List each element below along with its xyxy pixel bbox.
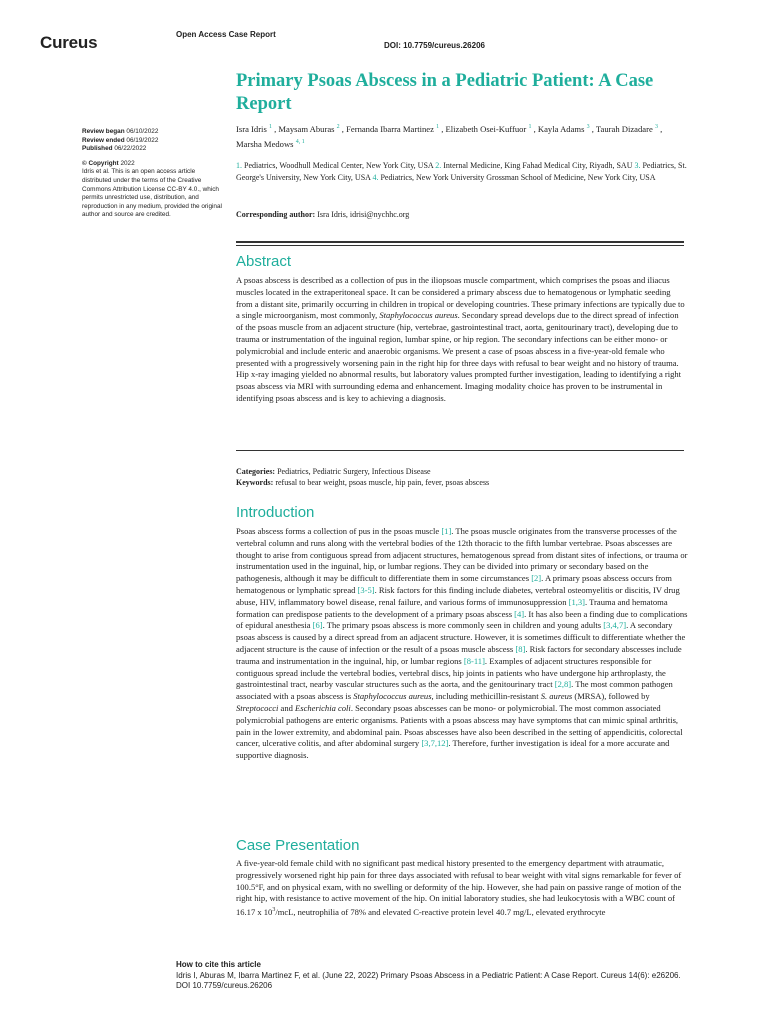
citation-footer <box>176 960 736 992</box>
text-run: , including methicillin-resistant <box>431 691 541 702</box>
doi-label: DOI: <box>384 41 401 50</box>
keywords-label: Keywords: <box>236 478 274 487</box>
corr-text[interactable]: Isra Idris, idrisi@nychhc.org <box>317 210 410 219</box>
text-run: . The psoas muscle originates from the transverse processes of the vertebral column and runs along with the vertebral bodies of the 12th thoracic to the fifth lumbar vertebrae. Psoas abscesses are thought to arise from contiguous spread from adjacent structures, hematogenous spread from distant sites of infections, or trauma or instrumentation used in the inguinal, hip, or lumbar regions. They can be divided into primary or secondary based on the pathogenesis, although it may be difficult to differentiate them in some circumstances <box>236 526 688 584</box>
text-run: . Therefore, further investigation is ideal for a more accurate and supportive diagnosis. <box>236 738 670 761</box>
text-run: . The most common pathogen associated with a psoas abscess is <box>236 679 673 702</box>
citation-link[interactable]: [8-11] <box>463 655 485 666</box>
citation-link[interactable]: [2] <box>531 573 542 584</box>
author[interactable]: Isra Idris <box>236 123 267 134</box>
citation-link[interactable]: [3-5] <box>357 584 375 595</box>
divider <box>236 245 684 246</box>
doi-value[interactable]: 10.7759/cureus.26206 <box>403 41 485 50</box>
author-affil-sup: 3 <box>654 124 658 130</box>
copyright-label: © Copyright <box>82 159 119 167</box>
author-affil-sup: 1 <box>436 124 440 130</box>
review-began-label: Review began <box>82 128 125 135</box>
text-run: . Trauma and hematoma formation can predispose patients to the development of a primary psoas abscess <box>236 596 668 619</box>
italic-term: Staphylococcus aureus <box>379 310 458 321</box>
text-run: . The primary psoas abscess is more commonly seen in children and young adults <box>322 620 604 631</box>
text-run: . Risk factors for this finding include diabetes, vertebral osteomyelitis or discitis, IV drug abuse, HIV, inflammatory bowel disease, renal failure, and various forms of immunosuppression <box>236 584 680 607</box>
affil-text: Pediatrics, New York University Grossman School of Medicine, New York City, USA <box>380 172 656 182</box>
citation-link[interactable]: [4] <box>514 608 525 619</box>
text-run: A psoas abscess is described as a collection of pus in the iliopsoas muscle compartment, which comprises the psoas and iliacus muscles located in the extraperitoneal space. It can be considered a primary abscess due to hematogenous or lymphatic seeding from a distant site, primarily occurring in children in tropical or developing countries. These primary infections are typically due to a single microorganism, most commonly, <box>236 275 685 321</box>
author[interactable]: Maysam Aburas <box>278 123 335 134</box>
introduction-heading: Introduction <box>236 504 315 521</box>
citation-link[interactable]: [1] <box>441 526 452 536</box>
author[interactable]: Fernanda Ibarra Martinez <box>346 123 434 134</box>
affil-num: 1. <box>236 161 242 170</box>
article-title: Primary Psoas Abscess in a Pediatric Patient: A Case Report <box>236 71 654 114</box>
author[interactable]: Marsha Medows <box>236 138 294 149</box>
published-label: Published <box>82 145 113 153</box>
citation-link[interactable]: [8] <box>515 643 526 654</box>
author-affil-sup: 2 <box>336 124 340 130</box>
published-date: 06/22/2022 <box>114 145 147 153</box>
text-run: . Secondary spread develops due to the direct spread of infection of the psoas muscle from an adjacent structure (hip, vertebrae, gastrointestinal tract, aorta, genitourinary tract), developing due to trauma or instrumentation of the inguinal region, lumbar spine, or hip region. The secondary infections can be either mono- or polymicrobial and include enteric and anaerobic organisms. We present a case of psoas abscess in a five-year-old female who presented with a progressively worsening pain in the right hip for three days with refusal to bear weight and no history of trauma. Hip x-ray imaging yielded no abnormal results, but laboratory values prompted further investigation, leading to identifying a right psoas abscess via MRI with surrounding edema and enhancement. Imaging modality choice has proven to be instrumental in identifying psoas abscess and is key to achieving a diagnosis. <box>236 310 682 403</box>
author-affil-sup: 1 <box>268 124 272 130</box>
text-run: . It has also been a finding due to complications of epidural anesthesia <box>236 608 688 631</box>
review-ended-label: Review ended <box>82 136 125 144</box>
italic-term: Staphylococcus aureus <box>353 691 432 702</box>
affil-text: Pediatrics, St. George's University, New York City, USA <box>236 161 687 182</box>
categories-text: Pediatrics, Pediatric Surgery, Infectious Disease <box>277 467 431 476</box>
corr-label: Corresponding author: <box>236 210 316 219</box>
article-type: Open Access Case Report <box>176 30 276 39</box>
text-run: /mcL, neutrophilia of 78% and elevated C-reactive protein level 40.7 mg/L, elevated erythrocyte <box>275 907 606 918</box>
citation-link[interactable]: [2,8] <box>554 679 572 690</box>
text-run: . Secondary psoas abscesses can be mono- or polymicrobial. The most common associated polymicrobial pathogens are enteric organisms. Patients with a psoas abscess may have symptoms that can mimic spinal arthritis, pain in the lower extremity, and abdominal pain. Psoas abscesses have also been described in the setting of appendicitis, colorectal cancer, ulcerative colitis, and after abdominal surgery <box>236 702 683 749</box>
case-presentation-text <box>236 858 686 919</box>
license-text: Idris et al. This is an open access article distributed under the terms of the Creative Commons Attribution License CC-BY 4.0., which permits unrestricted use, distribution, and reproduction in any medium, provided the original author and source are credited. <box>82 168 222 219</box>
author[interactable]: Elizabeth Osei-Kuffuor <box>445 123 527 134</box>
author[interactable]: Taurah Dizadare <box>595 123 653 134</box>
categories-label: Categories: <box>236 467 276 476</box>
review-began-date: 06/10/2022 <box>126 128 159 135</box>
affiliations <box>236 160 692 183</box>
affil-num: 2. <box>435 161 442 170</box>
cureus-logo: Cureus <box>40 33 98 52</box>
keywords-text: refusal to bear weight, psoas muscle, hip pain, fever, psoas abscess <box>275 478 490 487</box>
superscript: 3 <box>272 907 276 914</box>
text-run: (MRSA), followed by <box>572 691 650 702</box>
citation-link[interactable]: [1,3] <box>568 596 586 607</box>
italic-term: Streptococci <box>236 702 279 713</box>
author-affil-sup: 4, 1 <box>295 138 305 145</box>
affil-num: 4. <box>372 172 379 182</box>
text-run: Psoas abscess forms a collection of pus in the psoas muscle <box>236 526 442 536</box>
author[interactable]: Kayla Adams <box>537 123 585 134</box>
abstract-heading: Abstract <box>236 253 292 270</box>
text-run: and <box>278 702 296 713</box>
affil-text: Pediatrics, Woodhull Medical Center, New York City, USA <box>244 161 434 170</box>
citation-link[interactable]: [3,4,7] <box>603 620 627 631</box>
author-affil-sup: 1 <box>528 124 532 130</box>
text-run: . Examples of adjacent structures responsible for contiguous spread include the vertebral bodies, vertebral discs, hip joints in patients who have undergone hip arthroplasty, the gastrointestinal tract, nearby vascular structures such as the aorta, and the genitourinary tract <box>236 655 666 690</box>
header-doi <box>384 41 485 50</box>
categories-keywords <box>236 466 686 488</box>
text-run: A five-year-old female child with no significant past medical history presented to the emergency department with atraumatic, progressively worsened right hip pain for three days associated with refusal to bear weight with vital signs remarkable for fever of 100.5°F, and on physical exam, with no swelling or deformity of the hip. However, she had pain on passive range of motion of the right hip, with resistance to active movement of the hip. On initial laboratory studies, she had leukocytosis with a WBC count of 16.17 x 10 <box>236 858 682 918</box>
text-run: . A secondary psoas abscess is caused by a direct spread from an adjacent structure. However, it is sometimes difficult to differentiate whether the adjacent structure is the cause of infection or the result of a psoas muscle abscess <box>236 620 686 654</box>
italic-term: S. aureus <box>540 691 573 702</box>
case-presentation-heading: Case Presentation <box>236 837 360 854</box>
copyright-year: 2022 <box>120 159 135 167</box>
citation-link[interactable]: [6] <box>312 620 323 631</box>
footer-heading: How to cite this article <box>176 960 261 969</box>
abstract-text <box>236 275 686 405</box>
divider <box>236 241 684 243</box>
affil-text: Internal Medicine, King Fahad Medical City, Riyadh, SAU <box>443 161 633 170</box>
footer-doi[interactable]: DOI 10.7759/cureus.26206 <box>176 981 273 990</box>
text-run: . Risk factors for secondary abscesses include trauma and instrumentation in the inguinal, hip, or lumbar regions <box>236 643 682 666</box>
introduction-text <box>236 526 688 762</box>
review-ended-date: 06/19/2022 <box>126 136 159 144</box>
text-run: . A primary psoas abscess occurs from hematogenous or lymphatic spread <box>236 573 672 595</box>
corresponding-author <box>236 210 409 219</box>
author-affil-sup: 3 <box>586 124 590 130</box>
divider <box>236 450 684 451</box>
author-list: Isra Idris $^1$ , Maysam Aburas $^2$ , Fernanda Ibarra Martinez $^1$ , Elizabeth Osei-Kuffuor $^1$ , Kayla Adams $^3$ , Taurah Dizadare $^3$ , Marsha Medows $^{4, 1}$ <box>236 123 663 149</box>
citation-link[interactable]: [3,7,12] <box>421 738 449 749</box>
italic-term: Escherichia coli <box>295 702 351 713</box>
footer-citation: Idris I, Aburas M, Ibarra Martinez F, et al. (June 22, 2022) Primary Psoas Abscess in a Pediatric Patient: A Case Report. Cureus 14(6): e26206. <box>176 970 681 980</box>
affil-num: 3. <box>634 161 641 170</box>
review-sidebar <box>82 128 222 220</box>
